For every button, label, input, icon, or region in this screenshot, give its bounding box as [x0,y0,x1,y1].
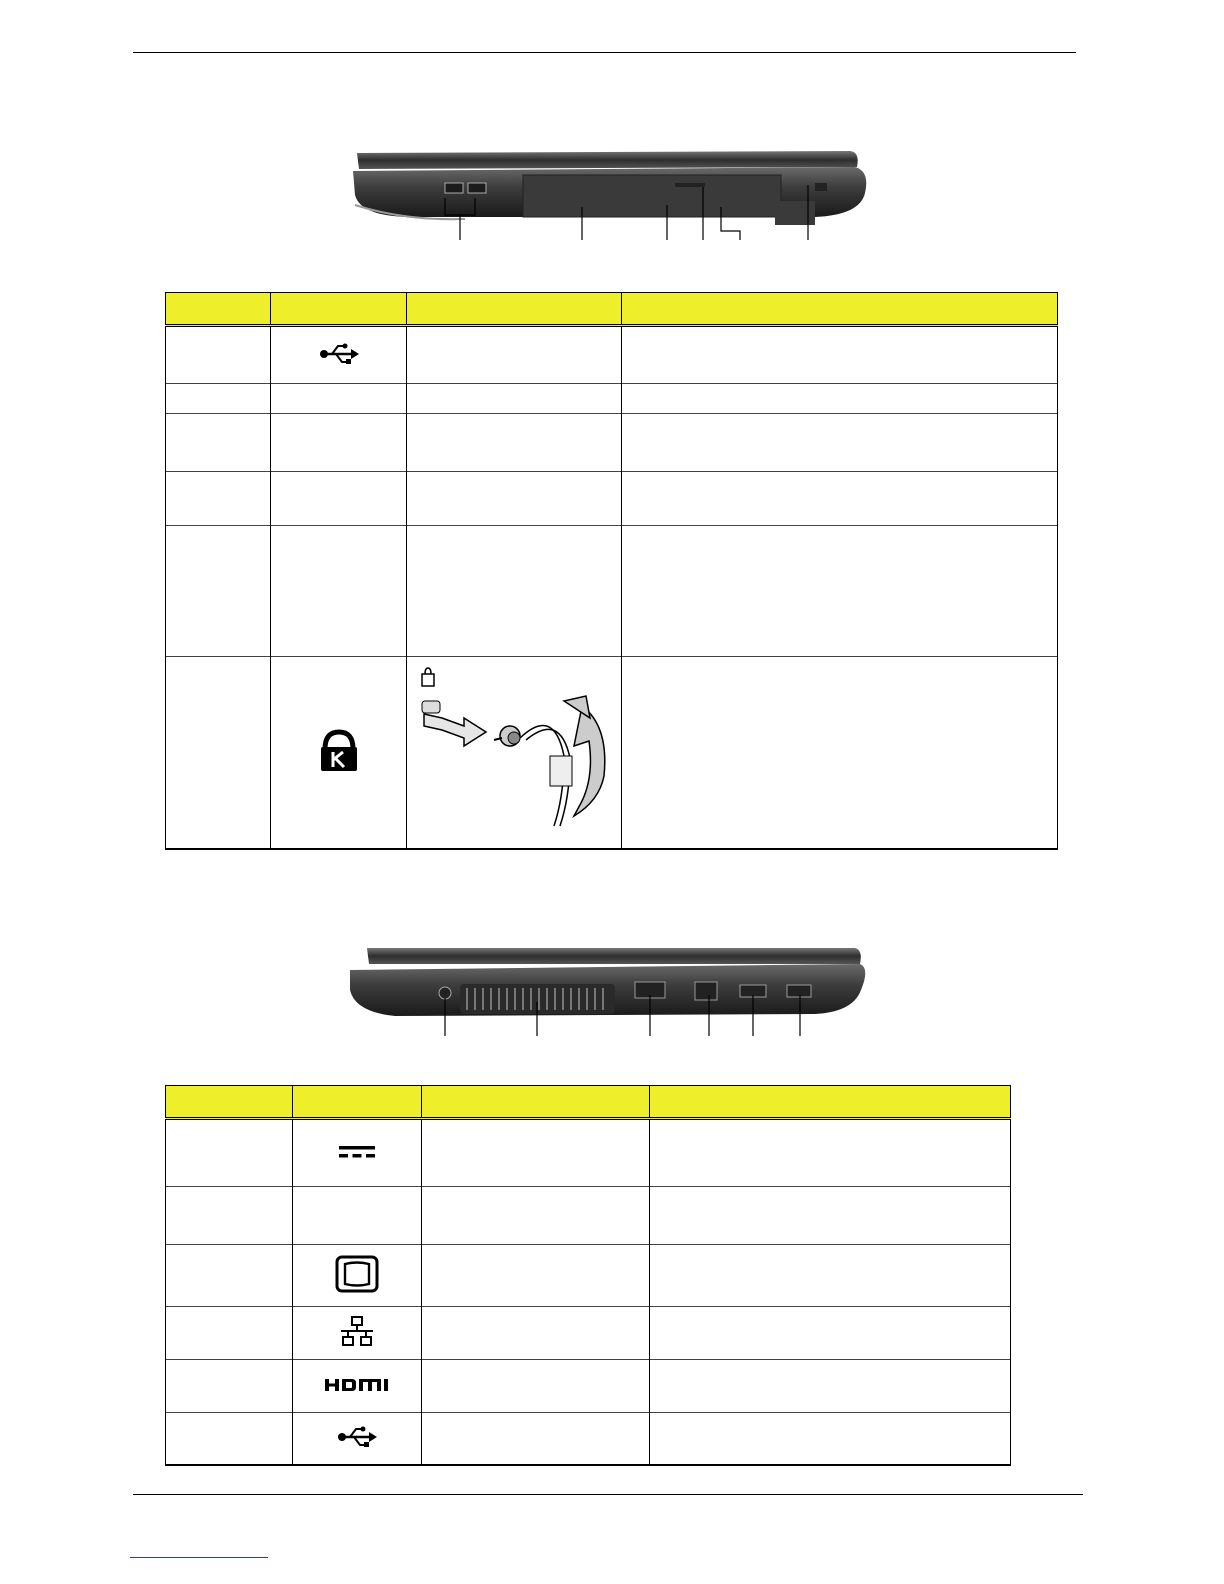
laptop-left-view-image [345,940,870,1040]
table-row [166,414,1058,472]
usb-icon [319,343,359,368]
table-cell [622,414,1058,472]
header-cell [166,293,271,326]
left-view-table [165,1085,1011,1466]
table-cell [650,1187,1011,1245]
table-cell [293,1307,422,1360]
table-cell [293,1119,422,1187]
table-cell [271,657,407,849]
table-row [166,1360,1011,1413]
table-cell [622,384,1058,414]
right-view-table [165,292,1058,850]
table-cell [271,414,407,472]
header-cell [271,293,407,326]
header-cell [293,1086,422,1119]
table-row [166,1307,1011,1360]
dc-power-icon [337,1145,377,1162]
header-cell [650,1086,1011,1119]
table-row [166,526,1058,657]
table-cell [293,1413,422,1465]
table-cell [293,1245,422,1307]
table-cell [166,1307,293,1360]
table-cell [166,1360,293,1413]
table-cell [166,1245,293,1307]
table-cell [650,1360,1011,1413]
table-cell [271,526,407,657]
table-cell [622,526,1058,657]
table-cell [650,1413,1011,1465]
table-cell [166,326,271,384]
kensington-lock-illustration [414,666,614,839]
table-cell [650,1245,1011,1307]
table-cell [407,414,622,472]
table-cell [166,472,271,526]
top-page-rule [133,52,1076,53]
header-cell [622,293,1058,326]
footer-link[interactable] [130,1557,268,1558]
table-cell [293,1360,422,1413]
table-cell [407,657,622,849]
table-cell [293,1187,422,1245]
table-cell [166,1119,293,1187]
table-cell [407,472,622,526]
usb-icon [337,1426,377,1451]
table-cell [622,472,1058,526]
table-row [166,326,1058,384]
table-cell [407,384,622,414]
table-row [166,1413,1011,1465]
table-row [166,1245,1011,1307]
table-header-row [166,293,1058,326]
header-cell [422,1086,650,1119]
hdmi-icon [324,1378,390,1395]
external-display-icon [335,1255,379,1296]
table-cell [622,657,1058,849]
table-cell [422,1413,650,1465]
kensington-lock-icon [319,729,359,776]
table-cell [650,1307,1011,1360]
table-row [166,472,1058,526]
table-cell [422,1360,650,1413]
table-header-row [166,1086,1011,1119]
header-cell [166,1086,293,1119]
table-cell [650,1119,1011,1187]
table-cell [166,384,271,414]
bottom-page-rule [133,1494,1083,1495]
table-row [166,1119,1011,1187]
table-cell [271,326,407,384]
table-cell [622,326,1058,384]
table-cell [422,1307,650,1360]
network-icon [339,1316,375,1351]
table-cell [422,1119,650,1187]
table-cell [166,1187,293,1245]
table-cell [422,1187,650,1245]
table-cell [271,472,407,526]
table-cell [166,414,271,472]
laptop-right-view-image [345,145,875,245]
table-cell [166,657,271,849]
table-cell [166,526,271,657]
header-cell [407,293,622,326]
table-cell [166,1413,293,1465]
table-cell [407,526,622,657]
table-row [166,1187,1011,1245]
table-cell [422,1245,650,1307]
table-cell [407,326,622,384]
table-row [166,657,1058,849]
table-row [166,384,1058,414]
table-cell [271,384,407,414]
